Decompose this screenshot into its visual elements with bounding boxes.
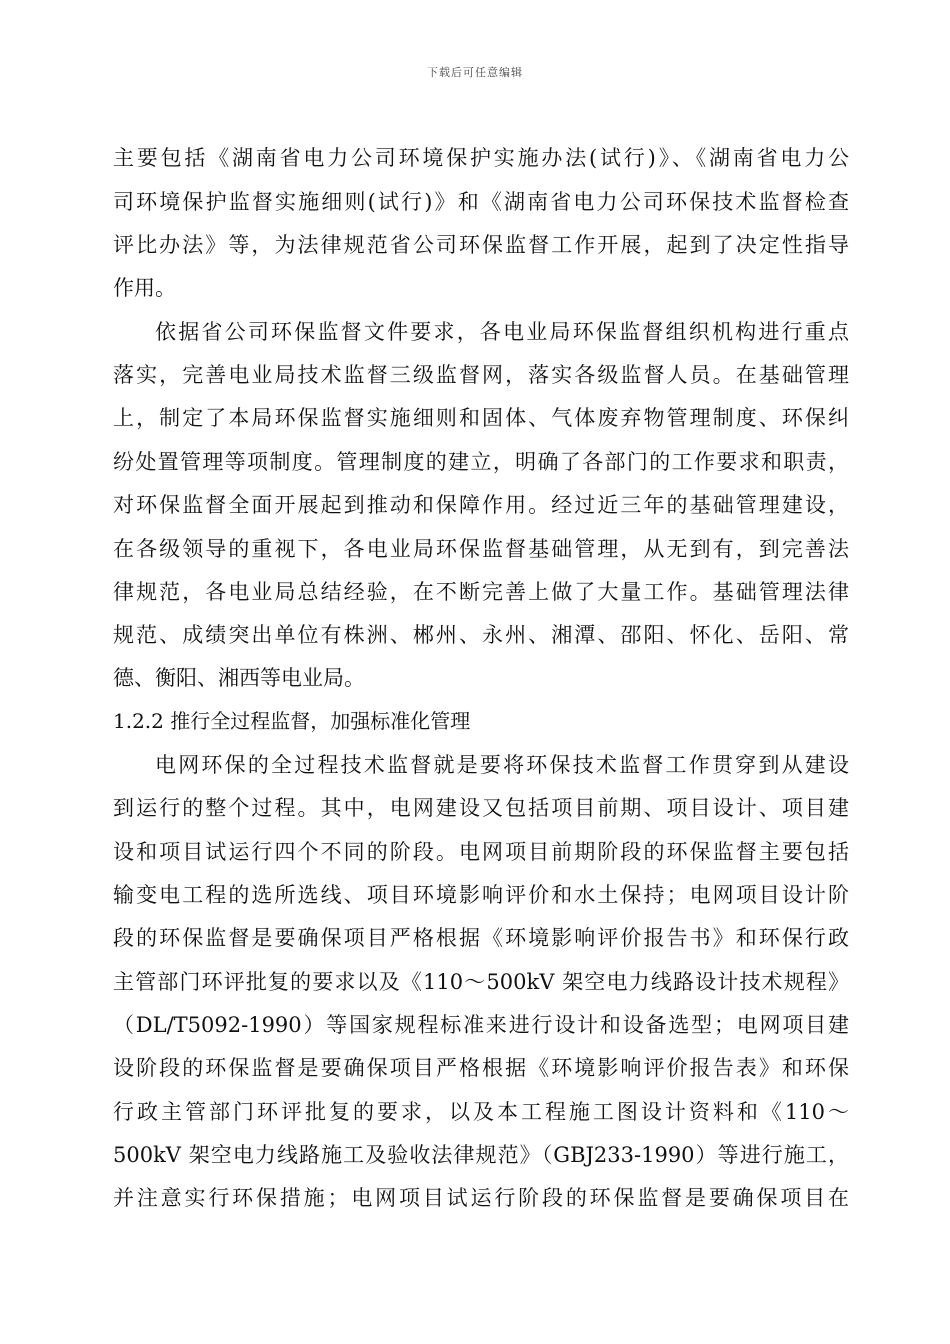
paragraph-line: 律规范，各电业局总结经验，在不断完善上做了大量工作。基础管理法律 [113,580,849,604]
paragraph-line: 段的环保监督是要确保项目严格根据《环境影响评价报告书》和环保行政 [113,926,849,950]
paragraph-line: 作用。 [113,276,176,300]
paragraph-line: 司环境保护监督实施细则(试行)》和《湖南省电力公司环保技术监督检查 [113,190,849,214]
paragraph-line: 主管部门环评批复的要求以及《110～500kV 架空电力线路设计技术规程》 [113,970,849,994]
paragraph-line: 设和项目试运行四个不同的阶段。电网项目前期阶段的环保监督主要包括 [113,840,849,864]
paragraph-line: （DL/T5092-1990）等国家规程标准来进行设计和设备选型；电网项目建 [113,1013,849,1037]
paragraph-line: 评比办法》等，为法律规范省公司环保监督工作开展，起到了决定性指导 [113,233,849,257]
paragraph-line: 并注意实行环保措施；电网项目试运行阶段的环保监督是要确保项目在 [113,1186,849,1210]
paragraph-line: 上，制定了本局环保监督实施细则和固体、气体废弃物管理制度、环保纠 [113,406,849,430]
paragraph-line: 输变电工程的选所选线、项目环境影响评价和水土保持；电网项目设计阶 [113,883,849,907]
paragraph-line: 电网环保的全过程技术监督就是要将环保技术监督工作贯穿到从建设 [155,753,849,777]
paragraph-line: 对环保监督全面开展起到推动和保障作用。经过近三年的基础管理建设， [113,493,849,517]
paragraph-line: 德、衡阳、湘西等电业局。 [113,666,365,690]
paragraph-line: 行政主管部门环评批复的要求，以及本工程施工图设计资料和《110～ [113,1100,849,1124]
paragraph-line: 500kV 架空电力线路施工及验收法律规范》（GBJ233-1990）等进行施工， [113,1143,849,1167]
paragraph-line: 到运行的整个过程。其中，电网建设又包括项目前期、项目设计、项目建 [113,796,849,820]
paragraph-line: 规范、成绩突出单位有株洲、郴州、永州、湘潭、邵阳、怀化、岳阳、常 [113,623,849,647]
paragraph-line: 主要包括《湖南省电力公司环境保护实施办法(试行)》、《湖南省电力公 [113,146,849,170]
paragraph-line: 落实，完善电业局技术监督三级监督网，落实各级监督人员。在基础管理 [113,363,849,387]
section-heading: 1.2.2 推行全过程监督，加强标准化管理 [113,709,471,733]
paragraph-line: 设阶段的环保监督是要确保项目严格根据《环境影响评价报告表》和环保 [113,1056,849,1080]
paragraph-line: 纷处置管理等项制度。管理制度的建立，明确了各部门的工作要求和职责， [113,450,849,474]
paragraph-line: 在各级领导的重视下，各电业局环保监督基础管理，从无到有，到完善法 [113,537,849,561]
page-header: 下载后可任意编辑 [427,66,523,79]
paragraph-line: 依据省公司环保监督文件要求，各电业局环保监督组织机构进行重点 [155,320,849,344]
